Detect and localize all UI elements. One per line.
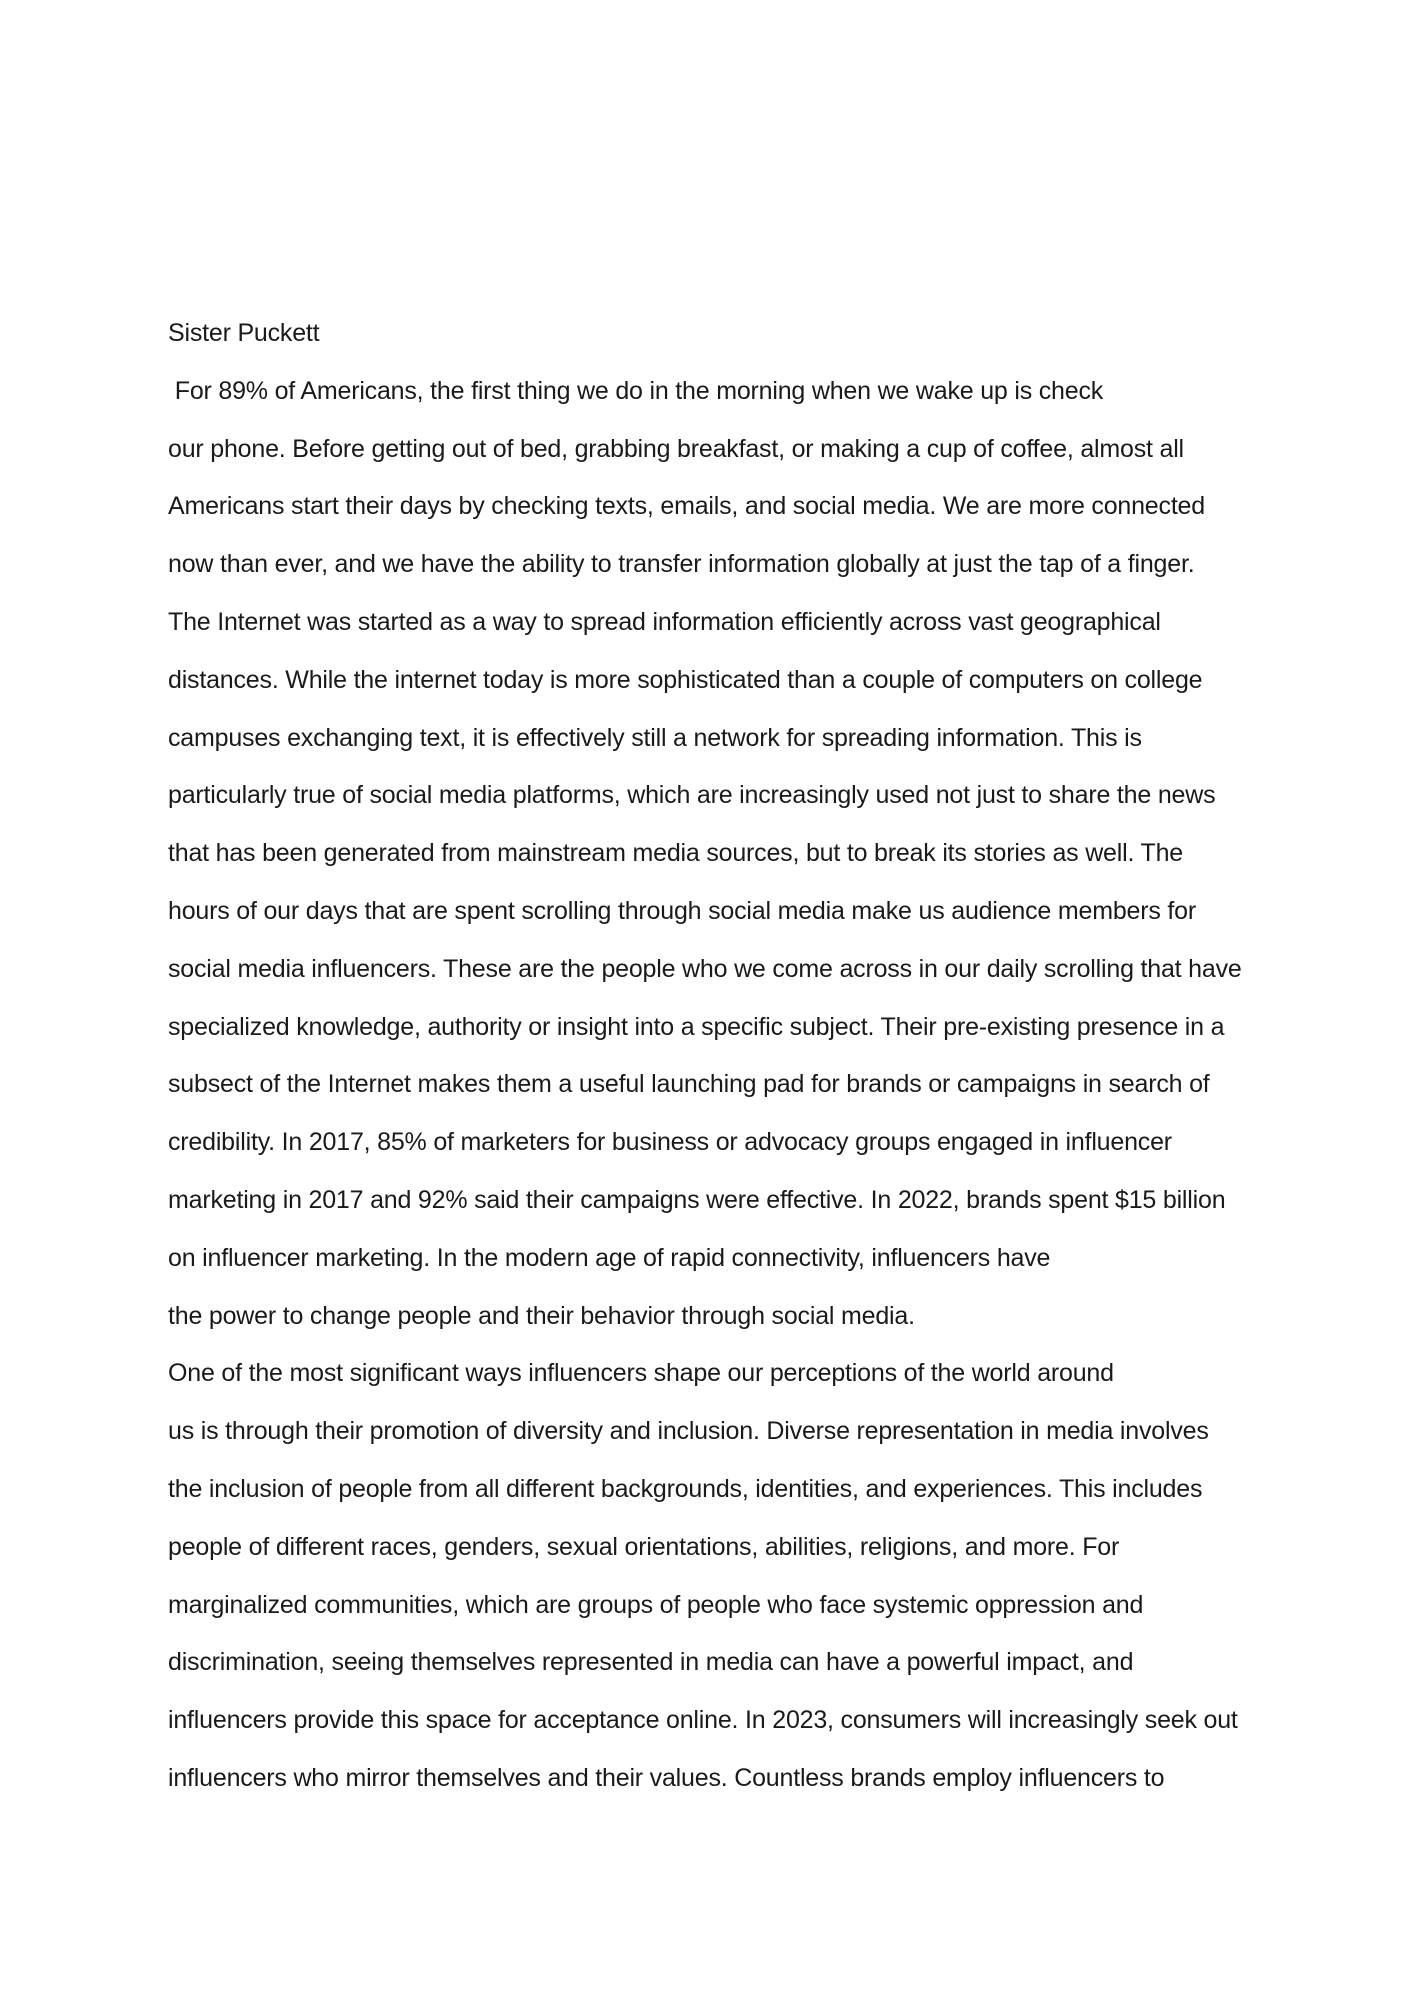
text-line: specialized knowledge, authority or insight into a specific subject. Their pre-existing presence in a [168,1012,1225,1041]
text-line: marginalized communities, which are groups of people who face systemic oppression and [168,1590,1144,1619]
text-line: campuses exchanging text, it is effectively still a network for spreading information. This is [168,723,1142,752]
text-line: One of the most significant ways influencers shape our perceptions of the world around [168,1359,1114,1388]
author-name: Sister Puckett [168,319,320,347]
text-line: the inclusion of people from all different backgrounds, identities, and experiences. This includes [168,1474,1203,1503]
text-line: our phone. Before getting out of bed, grabbing breakfast, or making a cup of coffee, almost all [168,434,1184,463]
text-line: Americans start their days by checking texts, emails, and social media. We are more connected [168,492,1205,521]
text-line: now than ever, and we have the ability to transfer information globally at just the tap of a finger. [168,550,1195,579]
text-line: influencers provide this space for acceptance online. In 2023, consumers will increasingly seek out [168,1706,1238,1735]
text-line: that has been generated from mainstream media sources, but to break its stories as well. The [168,839,1183,868]
text-line: the power to change people and their behavior through social media. [168,1301,915,1330]
text-line: hours of our days that are spent scrolling through social media make us audience members for [168,896,1196,925]
text-line: social media influencers. These are the people who we come across in our daily scrolling that have [168,954,1242,983]
text-line: distances. While the internet today is more sophisticated than a couple of computers on college [168,665,1203,694]
text-line: marketing in 2017 and 92% said their campaigns were effective. In 2022, brands spent $15 billion [168,1185,1226,1214]
text-line: us is through their promotion of diversity and inclusion. Diverse representation in media involves [168,1417,1209,1446]
text-line: particularly true of social media platforms, which are increasingly used not just to share the news [168,781,1216,810]
text-line: The Internet was started as a way to spread information efficiently across vast geographical [168,607,1161,636]
document-body [168,305,1308,1808]
text-line: subsect of the Internet makes them a useful launching pad for brands or campaigns in search of [168,1070,1210,1099]
text-line: For 89% of Americans, the first thing we do in the morning when we wake up is check [168,376,1104,405]
text-line: influencers who mirror themselves and their values. Countless brands employ influencers to [168,1763,1165,1792]
text-line: on influencer marketing. In the modern age of rapid connectivity, influencers have [168,1243,1051,1272]
text-line: people of different races, genders, sexual orientations, abilities, religions, and more. For [168,1532,1120,1561]
text-line: discrimination, seeing themselves represented in media can have a powerful impact, and [168,1648,1134,1677]
text-line: credibility. In 2017, 85% of marketers for business or advocacy groups engaged in influencer [168,1128,1172,1157]
